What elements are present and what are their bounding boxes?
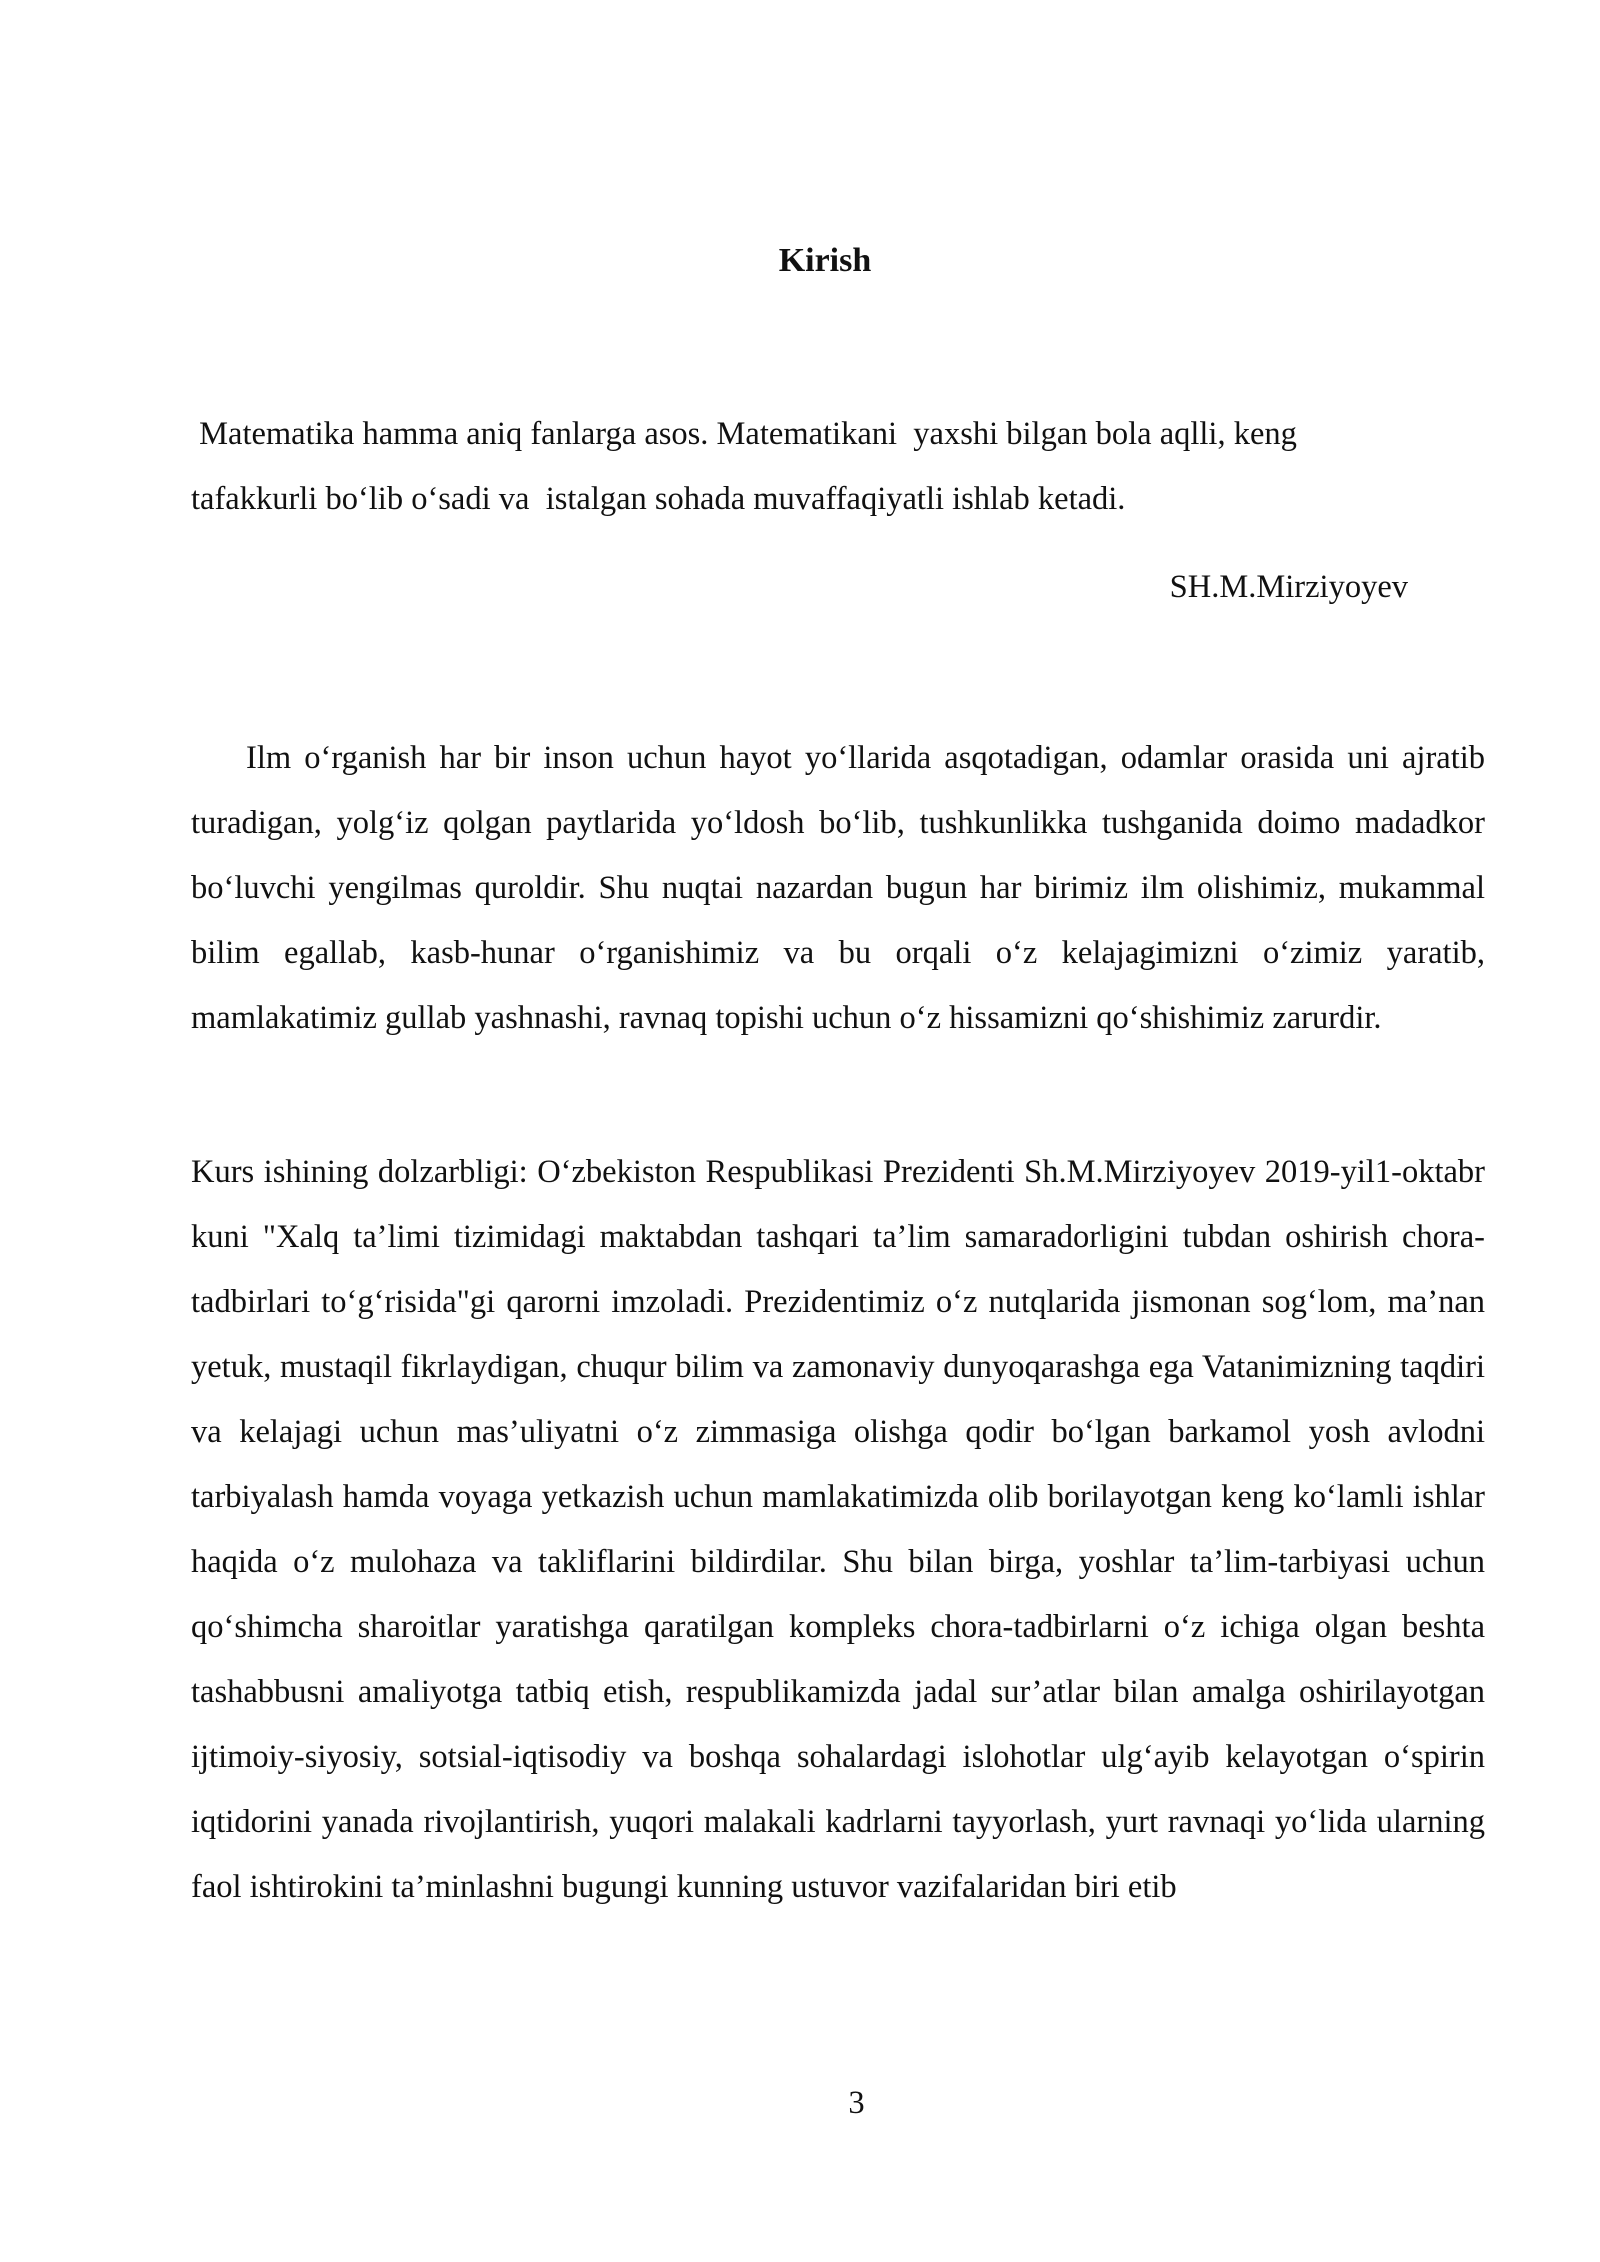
page-title: Kirish bbox=[778, 242, 872, 279]
page-number: 3 bbox=[848, 2085, 865, 2121]
body-paragraph: Ilm o‘rganish har bir inson uchun hayot yo‘llarida asqotadigan, odamlar orasida uni ajratib turadigan, yolg‘iz qolgan paytlarida yo‘ldosh bo‘lib, tushkunlikka tushganida doimo madadkor bo‘luvchi yengilmas quroldir. Shu nuqtai nazardan bugun har birimiz ilm olishimiz, mukammal bilim egallab, kasb-hunar o‘rganishimiz va bu orqali o‘z kelajagimizni o‘zimiz yaratib, mamlakatimiz gullab yashnashi, ravnaq topishi uchun o‘z hissamizni qo‘shishimiz zarurdir. bbox=[191, 740, 1485, 1036]
body-paragraph: Kurs ishining dolzarbligi: O‘zbekiston Respublikasi Prezidenti Sh.M.Mirziyoyev 2019-yil1-oktabr kuni "Xalq ta’limi tizimidagi maktabdan tashqari ta’lim samaradorligini tubdan oshirish chora-tadbirlari to‘g‘risida"gi qarorni imzoladi. Prezidentimiz o‘z nutqlarida jismonan sog‘lom, ma’nan yetuk, mustaqil fikrlaydigan, chuqur bilim va zamonaviy dunyoqarashga ega Vatanimizning taqdiri va kelajagi uchun mas’uliyatni o‘z zimmasiga olishga qodir bo‘lgan barkamol yosh avlodni tarbiyalash hamda voyaga yetkazish uchun mamlakatimizda olib borilayotgan keng ko‘lamli ishlar haqida o‘z mulohaza va takliflarini bildirdilar. Shu bilan birga, yoshlar ta’lim-tarbiyasi uchun qo‘shimcha sharoitlar yaratishga qaratilgan kompleks chora-tadbirlarni o‘z ichiga olgan beshta tashabbusni amaliyotga tatbiq etish, respublikamizda jadal sur’atlar bilan amalga oshirilayotgan ijtimoiy-siyosiy, sotsial-iqtisodiy va boshqa sohalardagi islohotlar ulg‘ayib kelayotgan o‘spirin iqtidorini yanada rivojlantirish, yuqori malakali kadrlarni tayyorlash, yurt ravnaqi yo‘lida ularning faol ishtirokini ta’minlashni bugungi kunning ustuvor vazifalaridan biri etib bbox=[191, 1154, 1485, 1905]
epigraph bbox=[191, 402, 1485, 532]
epigraph-author: SH.M.Mirziyoyev bbox=[1169, 569, 1408, 605]
epigraph-line: Matematika hamma aniq fanlarga asos. Matematikani yaxshi bilgan bola aqlli, keng bbox=[191, 416, 1297, 452]
epigraph-line: tafakkurli bo‘lib o‘sadi va istalgan sohada muvaffaqiyatli ishlab ketadi. bbox=[191, 481, 1126, 517]
